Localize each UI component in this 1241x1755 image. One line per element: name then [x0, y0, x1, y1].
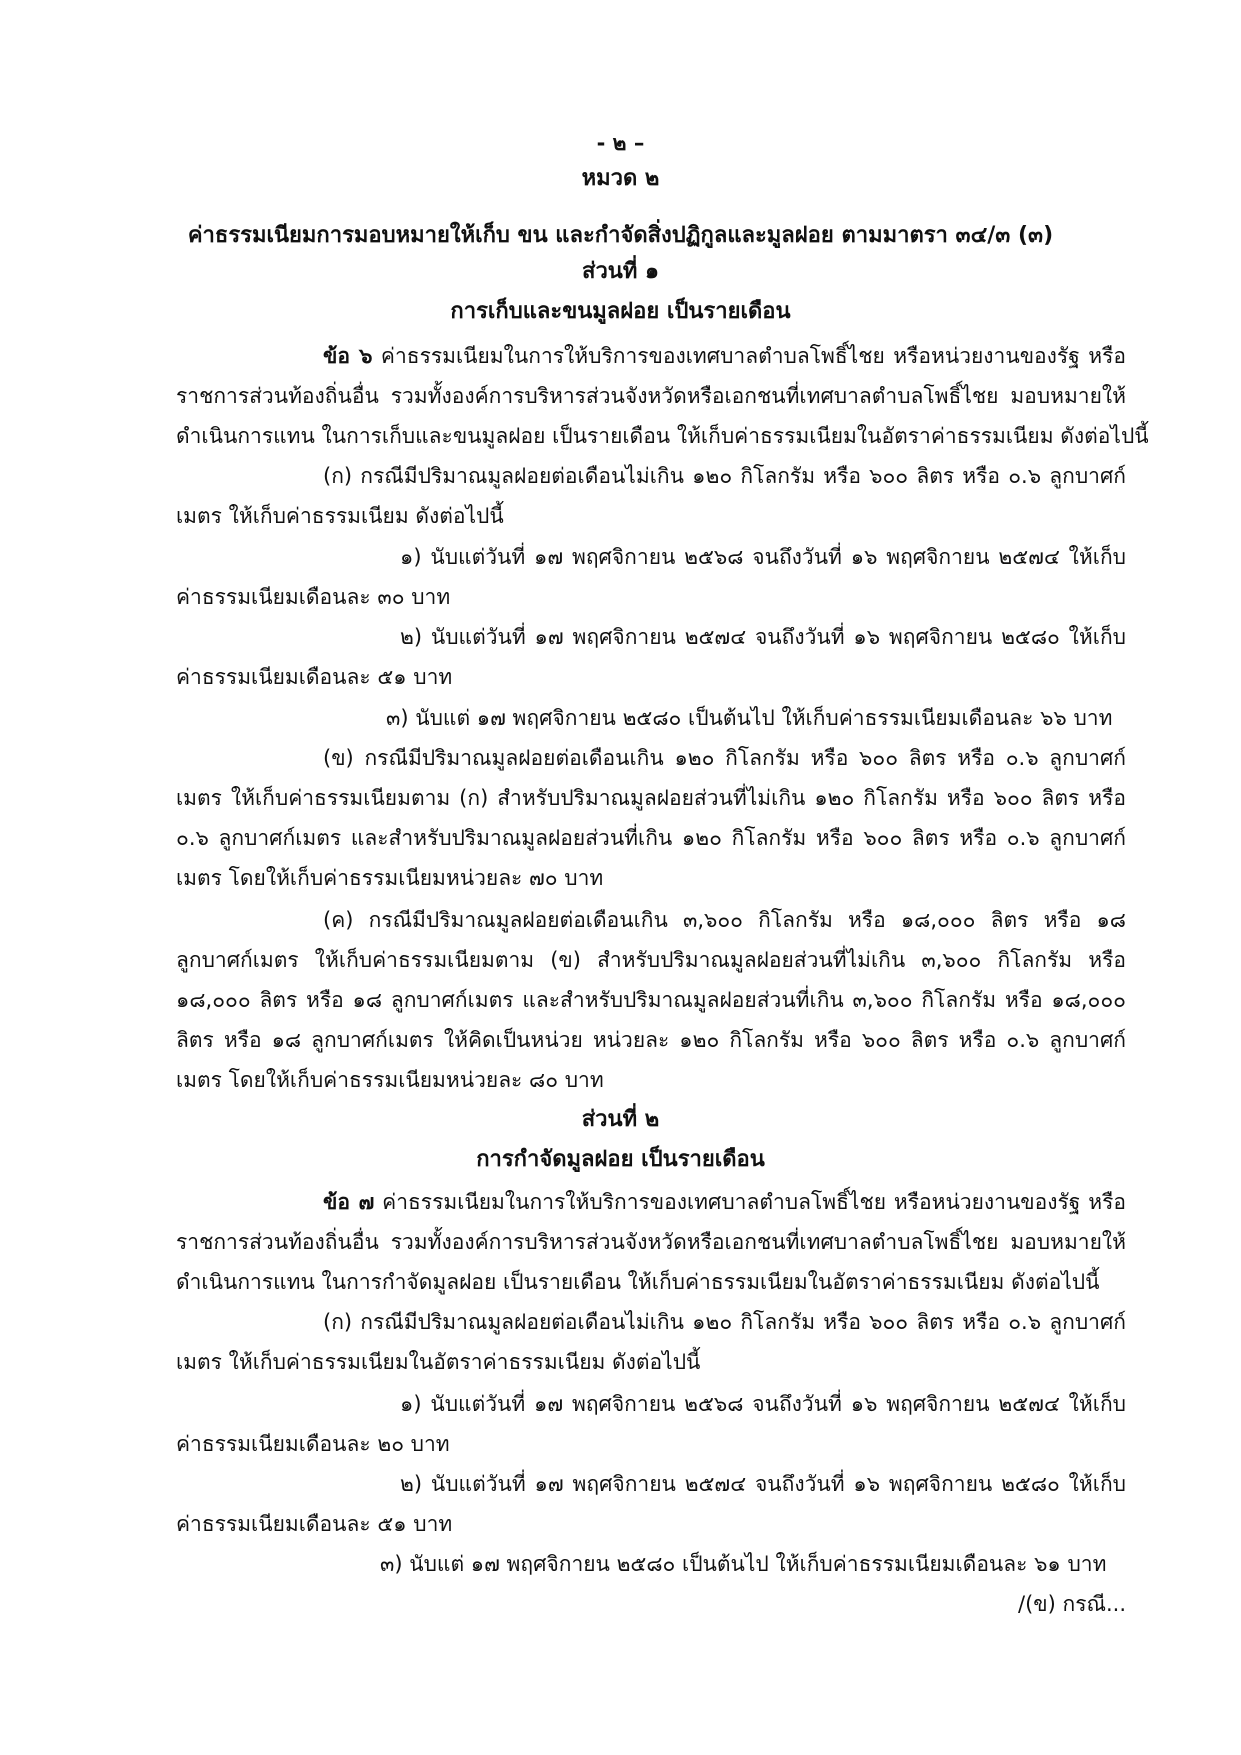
part1-item-c-line-4: ลิตร หรือ ๑๘ ลูกบาศก์เมตร ให้คิดเป็นหน่วย หน่วยละ ๑๒๐ กิโลกรัม หรือ ๖๐๐ ลิตร หรือ ๐.๖ ลูกบาศก์ — [176, 1028, 1126, 1052]
part1-item-c-line-2: ลูกบาศก์เมตร ให้เก็บค่าธรรมเนียมตาม (ข) สำหรับปริมาณมูลฝอยส่วนที่ไม่เกิน ๓,๖๐๐ กิโลกรัม หรือ — [176, 948, 1126, 972]
part2-sub-3-line: ๓) นับแต่ ๑๗ พฤศจิกายน ๒๕๘๐ เป็นต้นไป ให้เก็บค่าธรรมเนียมเดือนละ ๖๑ บาท — [380, 1552, 1107, 1576]
part1-item-b-line-1: (ข) กรณีมีปริมาณมูลฝอยต่อเดือนเกิน ๑๒๐ กิโลกรัม หรือ ๖๐๐ ลิตร หรือ ๐.๖ ลูกบาศก์ — [323, 746, 1126, 770]
chapter-heading: หมวด ๒ — [581, 166, 660, 191]
part1-item-a-line-1: (ก) กรณีมีปริมาณมูลฝอยต่อเดือนไม่เกิน ๑๒๐ กิโลกรัม หรือ ๖๐๐ ลิตร หรือ ๐.๖ ลูกบาศก์ — [323, 464, 1126, 488]
part1-title: การเก็บและขนมูลฝอย เป็นรายเดือน — [450, 299, 791, 324]
part2-clause-line-3: ดำเนินการแทน ในการกำจัดมูลฝอย เป็นรายเดือน ให้เก็บค่าธรรมเนียมในอัตราค่าธรรมเนียม ดังต่อไปนี้ — [176, 1270, 1100, 1294]
part2-item-a-line-1: (ก) กรณีมีปริมาณมูลฝอยต่อเดือนไม่เกิน ๑๒๐ กิโลกรัม หรือ ๖๐๐ ลิตร หรือ ๐.๖ ลูกบาศก์ — [323, 1310, 1126, 1334]
part2-heading: ส่วนที่ ๒ — [581, 1107, 660, 1132]
part1-clause-label: ข้อ ๖ — [323, 344, 373, 368]
page-number: - ๒ – — [596, 131, 645, 155]
part2-clause-label: ข้อ ๗ — [323, 1190, 375, 1214]
part2-sub-1-line-2: ค่าธรรมเนียมเดือนละ ๒๐ บาท — [176, 1432, 450, 1456]
part1-item-c-line-3: ๑๘,๐๐๐ ลิตร หรือ ๑๘ ลูกบาศก์เมตร และสำหรับปริมาณมูลฝอยส่วนที่เกิน ๓,๖๐๐ กิโลกรัม หรือ ๑๘,๐๐๐ — [176, 988, 1126, 1012]
part1-item-c-line-1: (ค) กรณีมีปริมาณมูลฝอยต่อเดือนเกิน ๓,๖๐๐ กิโลกรัม หรือ ๑๘,๐๐๐ ลิตร หรือ ๑๘ — [323, 908, 1126, 932]
part1-sub-1-line-1: ๑) นับแต่วันที่ ๑๗ พฤศจิกายน ๒๕๖๘ จนถึงวันที่ ๑๖ พฤศจิกายน ๒๕๗๔ ให้เก็บ — [400, 545, 1126, 569]
part1-item-b-line-2: เมตร ให้เก็บค่าธรรมเนียมตาม (ก) สำหรับปริมาณมูลฝอยส่วนที่ไม่เกิน ๑๒๐ กิโลกรัม หรือ ๖๐๐ ลิตร หรือ — [176, 786, 1126, 810]
part1-sub-2-line-2: ค่าธรรมเนียมเดือนละ ๕๑ บาท — [176, 665, 453, 689]
part1-sub-2-line-1: ๒) นับแต่วันที่ ๑๗ พฤศจิกายน ๒๕๗๔ จนถึงวันที่ ๑๖ พฤศจิกายน ๒๕๘๐ ให้เก็บ — [400, 625, 1126, 649]
part2-clause-line-1: ข้อ ๗ ค่าธรรมเนียมในการให้บริการของเทศบาลตำบลโพธิ์ไชย หรือหน่วยงานของรัฐ หรือ — [323, 1190, 1126, 1214]
part2-clause-line-2: ราชการส่วนท้องถิ่นอื่น รวมทั้งองค์การบริหารส่วนจังหวัดหรือเอกชนที่เทศบาลตำบลโพธิ์ไชย มอบหมายให้ — [176, 1230, 1126, 1254]
part2-sub-2-line-1: ๒) นับแต่วันที่ ๑๗ พฤศจิกายน ๒๕๗๔ จนถึงวันที่ ๑๖ พฤศจิกายน ๒๕๘๐ ให้เก็บ — [400, 1472, 1126, 1496]
part1-item-c-line-5: เมตร โดยให้เก็บค่าธรรมเนียมหน่วยละ ๘๐ บาท — [176, 1068, 604, 1092]
part1-clause-line-3: ดำเนินการแทน ในการเก็บและขนมูลฝอย เป็นรายเดือน ให้เก็บค่าธรรมเนียมในอัตราค่าธรรมเนียม ดังต่อไปนี้ — [176, 424, 1149, 448]
part2-sub-2-line-2: ค่าธรรมเนียมเดือนละ ๕๑ บาท — [176, 1512, 453, 1536]
part1-sub-1-line-2: ค่าธรรมเนียมเดือนละ ๓๐ บาท — [176, 585, 451, 609]
chapter-title: ค่าธรรมเนียมการมอบหมายให้เก็บ ขน และกำจัดสิ่งปฏิกูลและมูลฝอย ตามมาตรา ๓๔/๓ (๓) — [187, 223, 1054, 248]
part1-clause-line-1: ข้อ ๖ ค่าธรรมเนียมในการให้บริการของเทศบาลตำบลโพธิ์ไชย หรือหน่วยงานของรัฐ หรือ — [323, 344, 1126, 368]
part1-item-a-line-2: เมตร ให้เก็บค่าธรรมเนียม ดังต่อไปนี้ — [176, 504, 504, 528]
part1-sub-3-line: ๓) นับแต่ ๑๗ พฤศจิกายน ๒๕๘๐ เป็นต้นไป ให้เก็บค่าธรรมเนียมเดือนละ ๖๖ บาท — [386, 706, 1113, 730]
part2-sub-1-line-1: ๑) นับแต่วันที่ ๑๗ พฤศจิกายน ๒๕๖๘ จนถึงวันที่ ๑๖ พฤศจิกายน ๒๕๗๔ ให้เก็บ — [400, 1392, 1126, 1416]
continuation-note: /(ข) กรณี... — [1018, 1592, 1126, 1616]
part2-title: การกำจัดมูลฝอย เป็นรายเดือน — [476, 1147, 765, 1172]
part1-clause-line-2: ราชการส่วนท้องถิ่นอื่น รวมทั้งองค์การบริหารส่วนจังหวัดหรือเอกชนที่เทศบาลตำบลโพธิ์ไชย มอบหมายให้ — [176, 384, 1126, 408]
part1-item-b-line-3: ๐.๖ ลูกบาศก์เมตร และสำหรับปริมาณมูลฝอยส่วนที่เกิน ๑๒๐ กิโลกรัม หรือ ๖๐๐ ลิตร หรือ ๐.๖ ลูกบาศก์ — [176, 826, 1126, 850]
part2-item-a-line-2: เมตร ให้เก็บค่าธรรมเนียมในอัตราค่าธรรมเนียม ดังต่อไปนี้ — [176, 1350, 701, 1374]
part1-heading: ส่วนที่ ๑ — [582, 259, 659, 284]
part1-item-b-line-4: เมตร โดยให้เก็บค่าธรรมเนียมหน่วยละ ๗๐ บาท — [176, 866, 604, 890]
